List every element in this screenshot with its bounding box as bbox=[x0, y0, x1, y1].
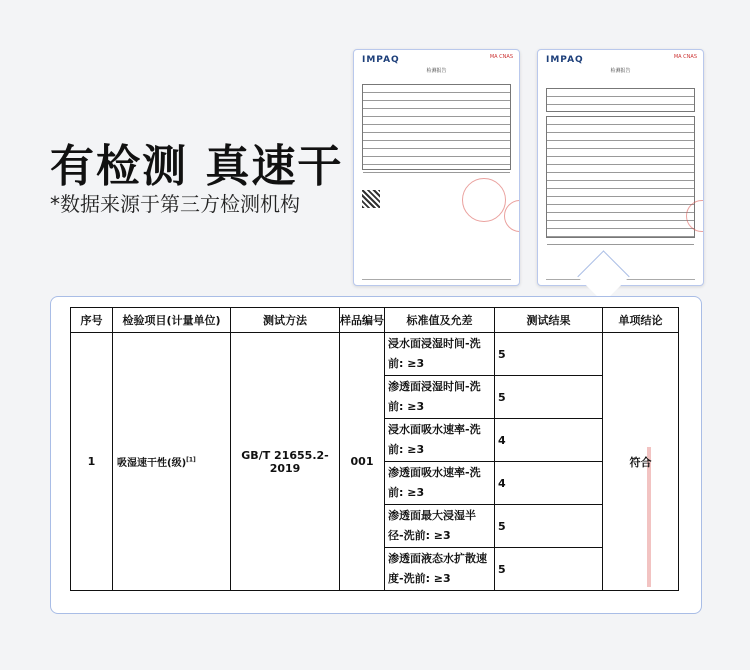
header-standard: 标准值及允差 bbox=[385, 308, 495, 333]
result-table bbox=[70, 307, 679, 591]
header-method: 测试方法 bbox=[231, 308, 340, 333]
cell-seq: 1 bbox=[71, 333, 113, 591]
cell-standard: 渗透面液态水扩散速度-洗前: ≥3 bbox=[385, 548, 495, 591]
report-info-grid bbox=[362, 84, 511, 170]
report-title: 检测报告 bbox=[426, 68, 447, 74]
header-item: 检验项目(计量单位) bbox=[113, 308, 231, 333]
qr-code bbox=[362, 190, 380, 208]
cell-standard: 浸水面吸水速率-洗前: ≥3 bbox=[385, 419, 495, 462]
report-logo: IMPAQ bbox=[362, 55, 400, 65]
table-row bbox=[71, 333, 679, 376]
report-thumbnail-1 bbox=[353, 49, 520, 286]
header-conclusion: 单项结论 bbox=[603, 308, 679, 333]
report-title: 检测报告 bbox=[610, 68, 631, 74]
headline: 有检测 真速干 bbox=[50, 141, 344, 192]
cell-item bbox=[113, 333, 231, 591]
report-logo: IMPAQ bbox=[546, 55, 584, 65]
cell-result: 5 bbox=[495, 376, 603, 419]
cell-standard: 渗透面浸湿时间-洗前: ≥3 bbox=[385, 376, 495, 419]
header-result: 测试结果 bbox=[495, 308, 603, 333]
subline: *数据来源于第三方检测机构 bbox=[50, 192, 300, 216]
stamp-seal-edge bbox=[504, 200, 520, 232]
cell-standard: 浸水面浸湿时间-洗前: ≥3 bbox=[385, 333, 495, 376]
cert-badges: MA CNAS bbox=[489, 54, 513, 60]
cell-result: 5 bbox=[495, 505, 603, 548]
stamp-seal bbox=[462, 178, 506, 222]
cell-method: GB/T 21655.2-2019 bbox=[231, 333, 340, 591]
cell-result: 4 bbox=[495, 419, 603, 462]
report-footer bbox=[362, 279, 511, 281]
header-sample: 样品编号 bbox=[340, 308, 385, 333]
cell-result: 5 bbox=[495, 548, 603, 591]
report-result-grid bbox=[546, 116, 695, 238]
report-thumbnail-2 bbox=[537, 49, 704, 286]
cell-result: 4 bbox=[495, 462, 603, 505]
cell-standard: 渗透面最大浸湿半径-洗前: ≥3 bbox=[385, 505, 495, 548]
cert-badges: MA CNAS bbox=[673, 54, 697, 60]
cell-sample: 001 bbox=[340, 333, 385, 591]
report-info-grid bbox=[546, 88, 695, 112]
zoomed-result-panel bbox=[50, 296, 702, 614]
table-header-row bbox=[71, 308, 679, 333]
cell-conclusion: 符合 bbox=[603, 333, 679, 591]
item-footnote: [1] bbox=[186, 456, 196, 464]
item-label: 吸湿速干性(级) bbox=[117, 458, 187, 469]
cell-standard: 渗透面吸水速率-洗前: ≥3 bbox=[385, 462, 495, 505]
header-seq: 序号 bbox=[71, 308, 113, 333]
cell-result: 5 bbox=[495, 333, 603, 376]
